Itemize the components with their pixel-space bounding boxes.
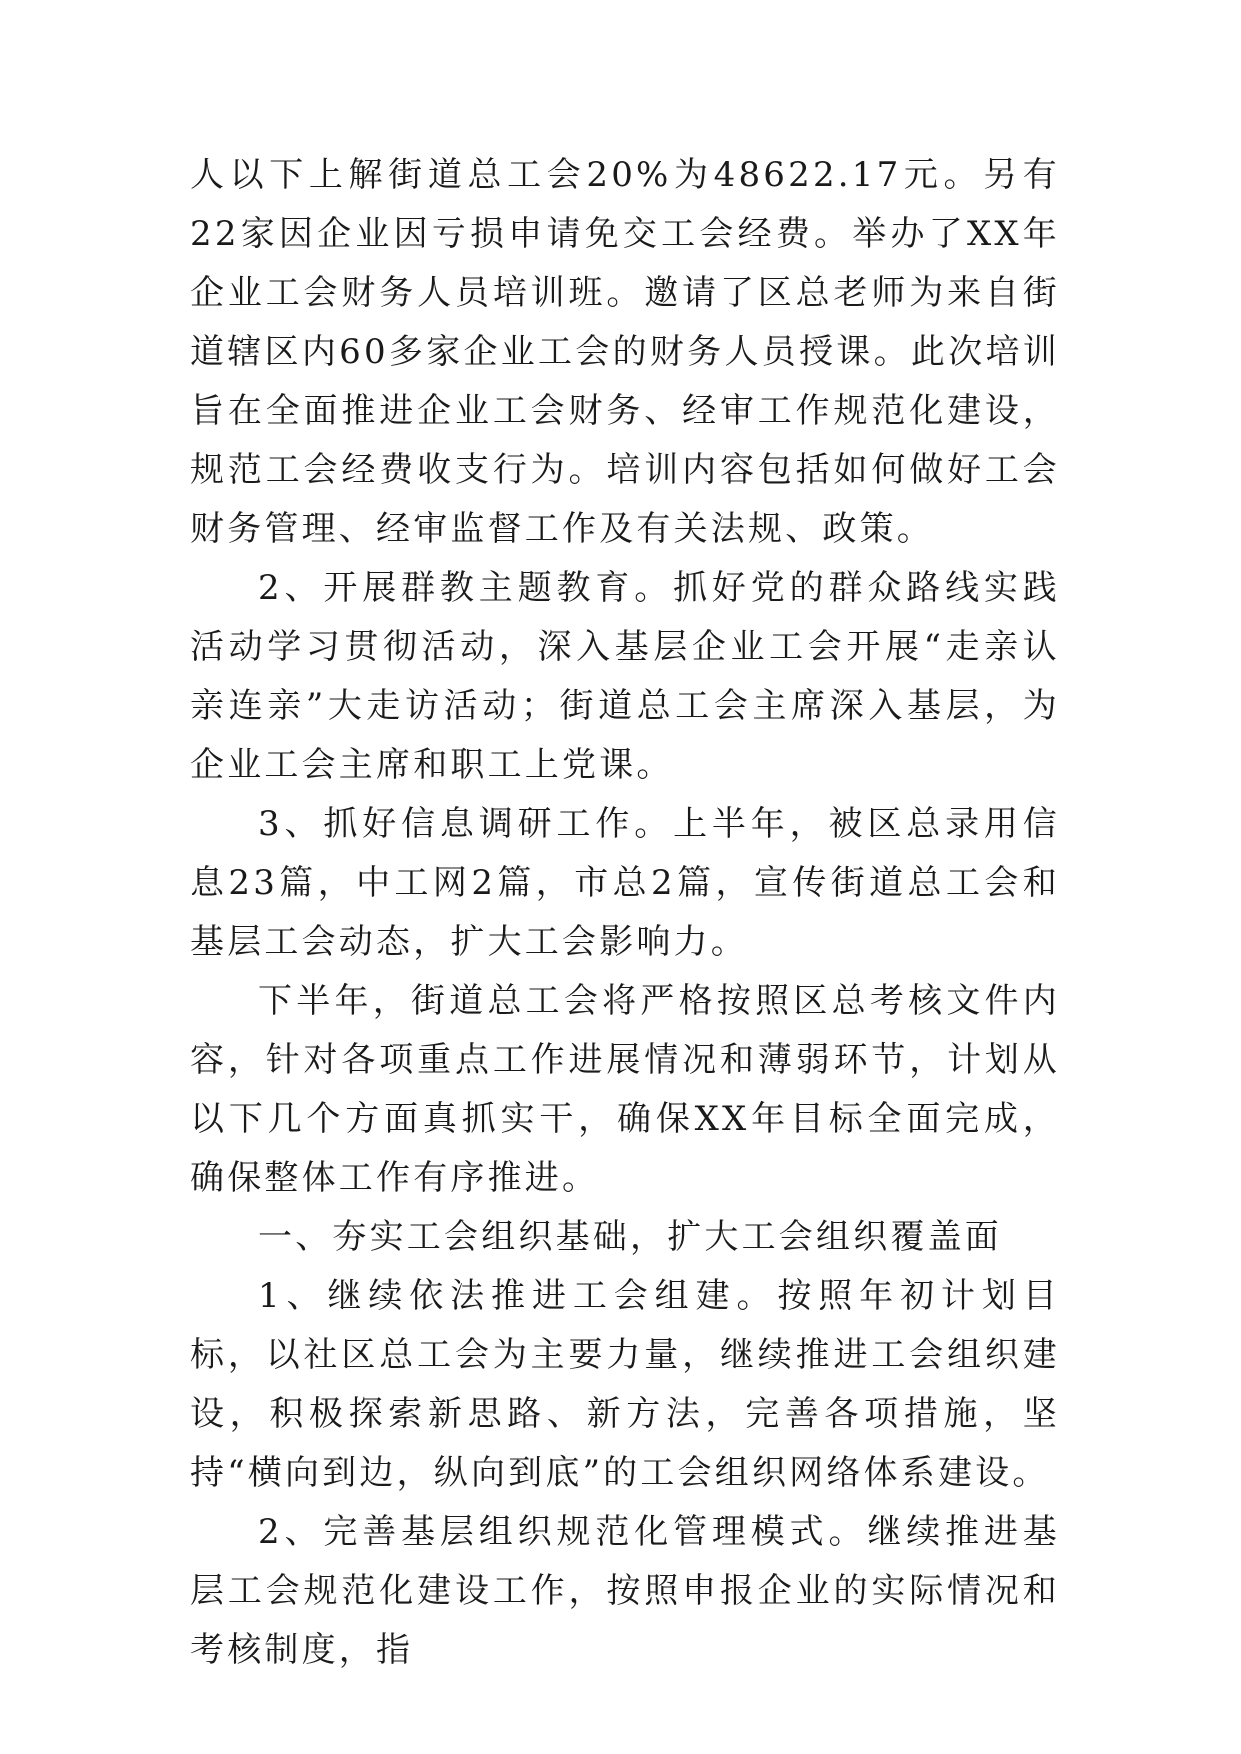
paragraph-standardized-management: 2、完善基层组织规范化管理模式。继续推进基层工会规范化建设工作，按照申报企业的实际情况和考核制度，指: [190, 1512, 1060, 1670]
section-heading: 一、夯实工会组织基础，扩大工会组织覆盖面: [258, 1217, 1002, 1257]
paragraph-group-education: 2、开展群教主题教育。抓好党的群众路线实践活动学习贯彻活动，深入基层企业工会开展“走亲认亲连亲”大走访活动；街道总工会主席深入基层，为企业工会主席和职工上党课。: [190, 568, 1060, 785]
paragraph-information-research: 3、抓好信息调研工作。上半年，被区总录用信息23篇，中工网2篇，市总2篇，宣传街道总工会和基层工会动态，扩大工会影响力。: [190, 804, 1060, 962]
paragraph-second-half-plan: 下半年，街道总工会将严格按照区总考核文件内容，针对各项重点工作进展情况和薄弱环节，计划从以下几个方面真抓实干，确保XX年目标全面完成，确保整体工作有序推进。: [190, 981, 1060, 1198]
paragraph-union-building: 1、继续依法推进工会组建。按照年初计划目标，以社区总工会为主要力量，继续推进工会组织建设，积极探索新思路、新方法，完善各项措施，坚持“横向到边，纵向到底”的工会组织网络体系建设。: [190, 1276, 1060, 1493]
document-body: [190, 146, 1060, 1680]
paragraph-continuation: 人以下上解街道总工会20%为48622.17元。另有22家因企业因亏损申请免交工会经费。举办了XX年企业工会财务人员培训班。邀请了区总老师为来自街道辖区内60多家企业工会的财务人员授课。此次培训旨在全面推进企业工会财务、经审工作规范化建设，规范工会经费收支行为。培训内容包括如何做好工会财务管理、经审监督工作及有关法规、政策。: [190, 155, 1060, 549]
